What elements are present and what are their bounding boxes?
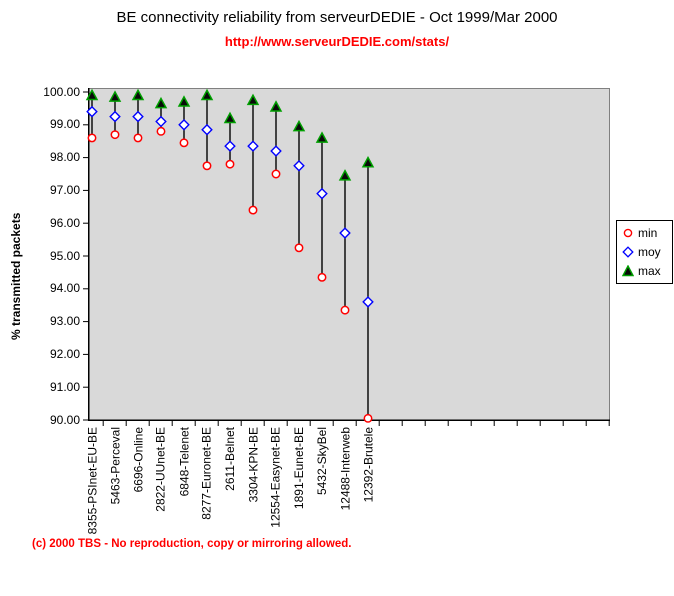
min-marker [111, 131, 118, 138]
y-tick-label: 100.00 [43, 84, 80, 99]
min-marker [226, 160, 233, 167]
y-tick-label: 95.00 [49, 248, 80, 263]
max-marker [340, 171, 350, 180]
max-marker [271, 102, 281, 111]
max-marker [179, 97, 189, 106]
legend-item-moy [622, 245, 672, 259]
min-marker [249, 206, 256, 213]
max-marker [294, 121, 304, 130]
x-category-label: 8355-PSInet-EU-BE [85, 427, 99, 535]
min-marker [157, 128, 164, 135]
y-tick-label: 98.00 [49, 150, 80, 165]
min-marker [318, 274, 325, 281]
moy-marker [225, 141, 235, 151]
y-tick-label: 93.00 [49, 314, 80, 329]
max-marker [248, 95, 258, 104]
min-marker [341, 306, 348, 313]
moy-marker [271, 146, 281, 156]
min-circle-icon [622, 227, 634, 239]
max-marker [133, 90, 143, 99]
plot-svg [88, 88, 610, 421]
x-category-label: 12554-Easynet-BE [269, 427, 283, 528]
legend-item-min [622, 226, 672, 240]
moy-marker [179, 120, 189, 130]
legend-item-max [622, 264, 672, 278]
moy-marker [248, 141, 258, 151]
legend-label-max: max [638, 263, 661, 278]
min-marker [364, 415, 371, 422]
y-tick-label: 97.00 [49, 182, 80, 197]
min-marker [88, 134, 95, 141]
y-tick-label: 92.00 [49, 346, 80, 361]
moy-marker [317, 189, 327, 199]
x-category-label: 5432-SkyBel [315, 427, 329, 496]
max-marker [363, 158, 373, 167]
x-category-label: 12488-Interweb [338, 427, 352, 511]
x-category-label: 5463-Perceval [108, 427, 122, 505]
moy-marker [110, 112, 120, 122]
moy-marker [340, 228, 350, 238]
moy-marker [294, 161, 304, 171]
y-tick-label: 99.00 [49, 117, 80, 132]
max-marker [317, 133, 327, 142]
x-category-label: 2822-UUnet-BE [154, 427, 168, 512]
y-tick-label: 96.00 [49, 215, 80, 230]
x-category-label: 2611-Belnet [223, 427, 237, 491]
max-marker [202, 90, 212, 99]
min-marker [203, 162, 210, 169]
copyright-footer: (c) 2000 TBS - No reproduction, copy or mirroring allowed. [32, 538, 352, 550]
min-marker [134, 134, 141, 141]
min-marker [272, 170, 279, 177]
max-marker [225, 113, 235, 122]
x-category-label: 3304-KPN-BE [246, 427, 260, 503]
max-marker [156, 98, 166, 107]
legend-label-moy: moy [638, 244, 661, 259]
max-marker [110, 92, 120, 101]
max-triangle-icon [622, 265, 634, 277]
moy-marker [156, 117, 166, 127]
x-category-label: 6696-Online [131, 427, 145, 493]
x-category-label: 8277-Euronet-BE [200, 427, 214, 520]
y-tick-label: 94.00 [49, 281, 80, 296]
y-axis-title: % transmitted packets [9, 212, 23, 340]
legend [616, 220, 673, 284]
y-tick-label: 90.00 [49, 412, 80, 427]
x-category-label: 6848-Telenet [177, 427, 191, 497]
moy-marker [363, 297, 373, 307]
moy-marker [133, 112, 143, 122]
legend-label-min: min [638, 226, 658, 241]
chart-title: BE connectivity reliability from serveurDEDIE - Oct 1999/Mar 2000 [116, 9, 558, 26]
chart-subtitle-url: http://www.serveurDEDIE.com/stats/ [224, 34, 450, 49]
moy-diamond-icon [622, 246, 634, 258]
x-category-label: 12392-Brutele [361, 427, 375, 503]
x-category-label: 1891-Eunet-BE [292, 427, 306, 510]
y-tick-label: 91.00 [49, 379, 80, 394]
min-marker [180, 139, 187, 146]
moy-marker [202, 125, 212, 135]
min-marker [295, 244, 302, 251]
